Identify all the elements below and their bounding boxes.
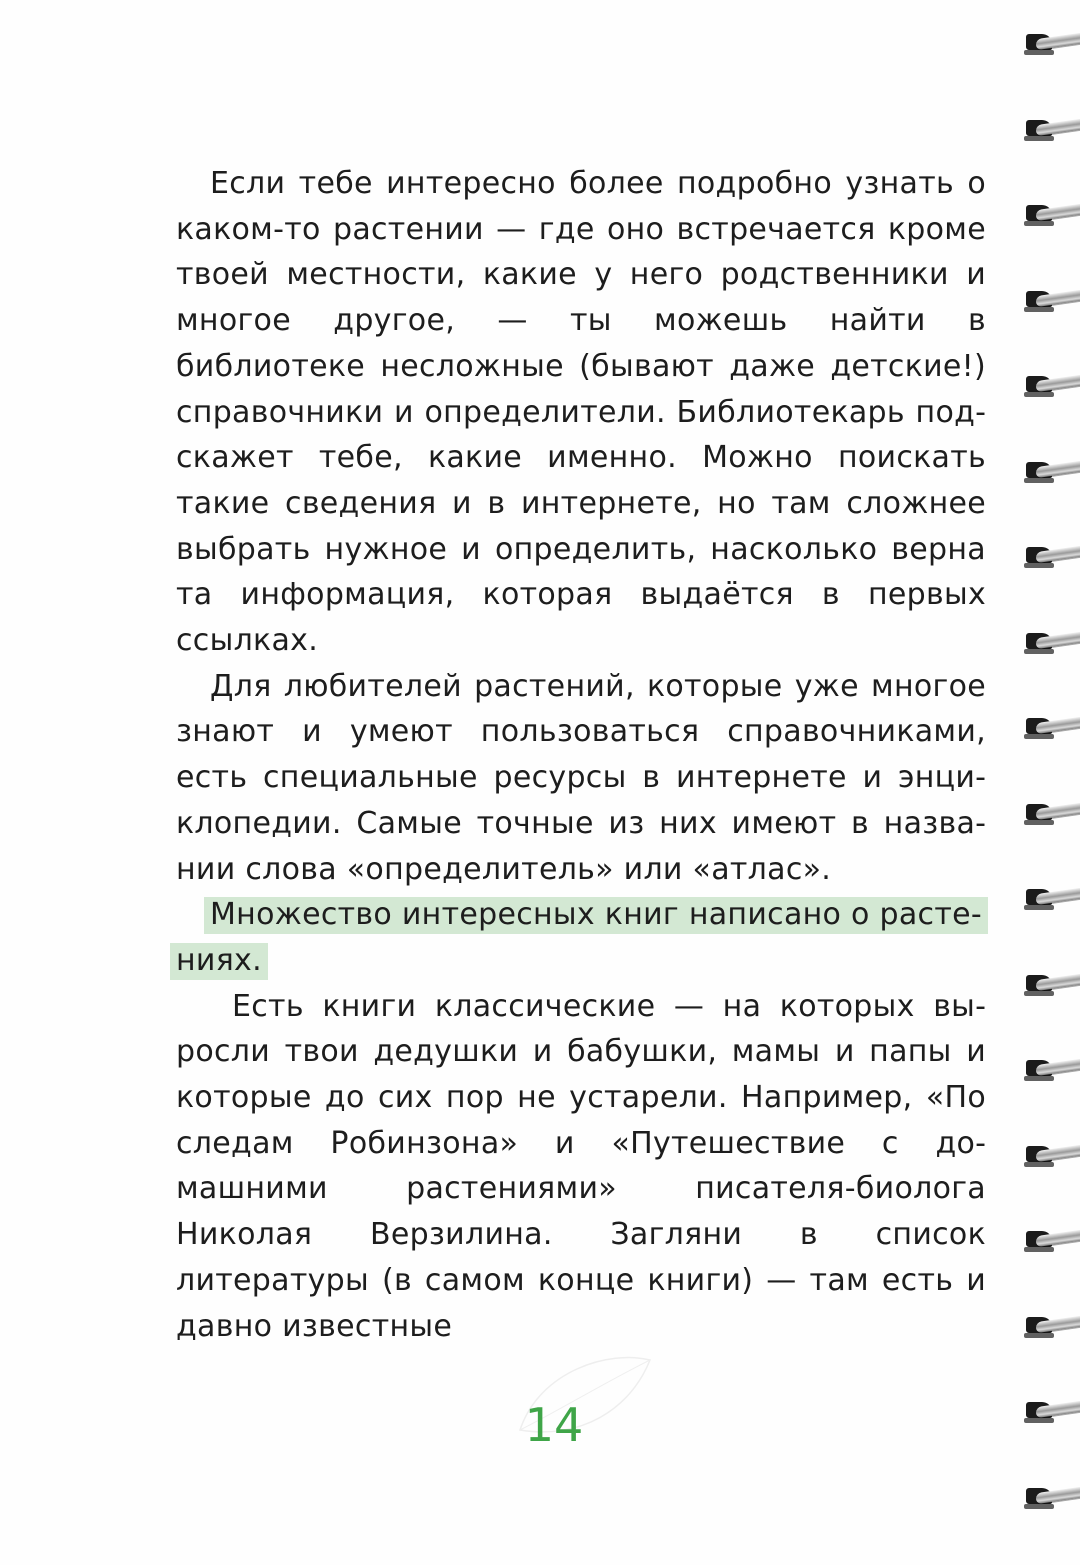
binding-ring	[1022, 285, 1080, 315]
binding-ring	[1022, 712, 1080, 742]
binding-ring	[1022, 541, 1080, 571]
binding-ring	[1022, 1311, 1080, 1341]
binding-ring	[1022, 456, 1080, 486]
binding-ring	[1022, 883, 1080, 913]
binding-ring	[1022, 798, 1080, 828]
paragraph: Если тебе интересно более подробно узнать о каком-то растении — где оно встречается кроме твоей местности, какие у него родственники и многое другое, — ты можешь найти в библиотеке несложные (бывают даже детские!) справочники и определители. Библиотекарь подскажет тебе, какие именно. Можно поискать такие сведения и в интернете, но там сложнее выбрать нужное и определить, насколько верна та информация, которая выдаётся в первых ссылках.	[176, 166, 986, 659]
binding-ring	[1022, 199, 1080, 229]
binding-ring	[1022, 114, 1080, 144]
binding-ring	[1022, 28, 1080, 58]
paragraph: Для любителей растений, которые уже многое знают и умеют пользоваться справочниками, есть специальные ресурсы в интернете и энциклопедии. Самые точные из них имеют в названии слова «определитель» или «атлас».	[176, 668, 986, 887]
page-text	[176, 161, 986, 1349]
binding-ring	[1022, 1396, 1080, 1426]
binding-ring	[1022, 1140, 1080, 1170]
spiral-binding	[1018, 0, 1080, 1565]
binding-ring	[1022, 1054, 1080, 1084]
binding-ring	[1022, 969, 1080, 999]
binding-ring	[1022, 1482, 1080, 1512]
highlighted-paragraph	[176, 892, 986, 983]
page-number: 14	[524, 1398, 584, 1452]
binding-ring	[1022, 1225, 1080, 1255]
paragraph: Есть книги классические — на которых выросли твои дедушки и бабушки, мамы и папы и которые до сих пор не устарели. Например, «По следам Робинзона» и «Путешествие с домашними растениями» писателя-биолога Николая Верзилина. Загляни в список литературы (в самом конце книги) — там есть и давно известные	[176, 988, 986, 1344]
binding-ring	[1022, 627, 1080, 657]
highlighted-sentence: Множество интересных книг написано о растениях.	[170, 897, 988, 980]
binding-ring	[1022, 370, 1080, 400]
